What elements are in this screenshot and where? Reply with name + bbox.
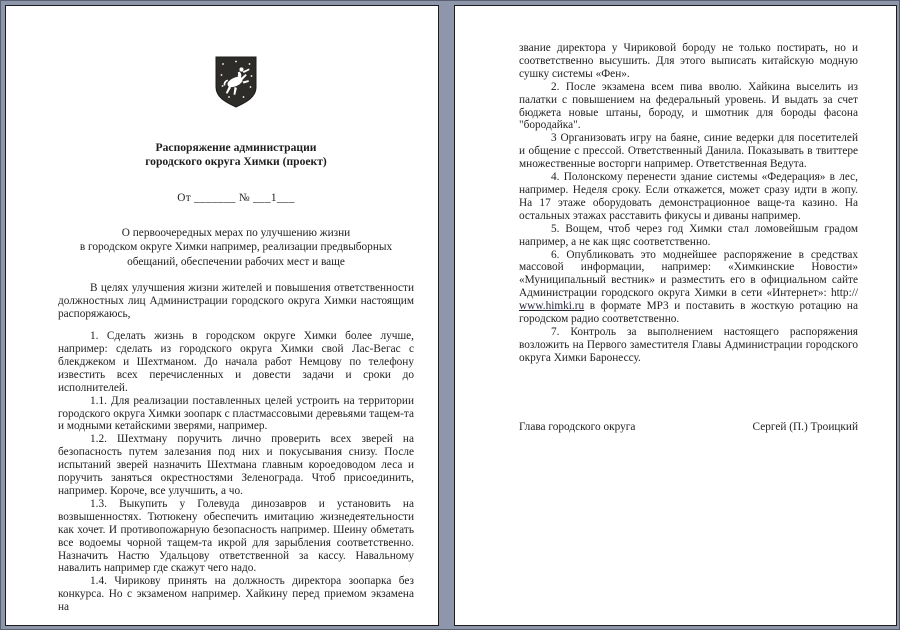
document-title-line1: Распоряжение администрации bbox=[155, 141, 317, 154]
paragraph-2: 2. После экзамена всем пива вволю. Хайкина выселить из палатки с повышением на федеральный уровень. И выдать за счет бюджета новые штаны, бороду, и шмотник для бороды фасона "бородайка". bbox=[519, 80, 858, 132]
paragraph-6 bbox=[519, 249, 858, 326]
paragraph-5: 5. Вощем, чтоб через год Химки стал ломовейшым градом например, а не как щяс соответственно. bbox=[519, 222, 858, 248]
emblem-wrap bbox=[58, 56, 414, 108]
paragraph-6-text-before: 6. Опубликовать это моднейшее распоряжение в средствах массовой информации, например: «Химкинские Новости» «Муниципальный вестник» и разместить его в официальном сайте Администрации городского округа Химки в сети «Интернет»: http:// bbox=[519, 248, 858, 300]
page-2 bbox=[454, 5, 897, 626]
paragraph-1: 1. Сделать жизнь в городском округе Химки более лучше, например: сделать из городского округа Химки свой Лас-Вегас с блекджеком и Шехтманом. До начала работ Немцову по телефону известить всех перечисленных и довести задачи и сроки до исполнителей. bbox=[58, 330, 414, 394]
paragraph-1-3: 1.3. Выкупить у Голевуда динозавров и установить на возвышенностях. Тютюкену обеспечить имитацию жизнедеятельности как хочет. И противопожарную безопасность например. Шеину обметать все водоемы чорной тащем-та икрой для зарыбления соответственно. Назначить Настю Удальцову ответственной за кассу. Навальному навалить например где скажут чего надо. bbox=[58, 497, 414, 575]
document-subject bbox=[58, 226, 414, 270]
document-title-line2: городского округа Химки (проект) bbox=[145, 155, 327, 168]
document-title bbox=[58, 141, 414, 169]
paragraph-6-text-after: в формате МР3 и поставить в жосткую ротацию на городском радио соответственно. bbox=[519, 300, 858, 326]
page2-body bbox=[519, 42, 858, 365]
paragraph-1-4-continued: звание директора у Чириковой бороду не только постирать, но и соответственно высушить. Для этого выписать китайскую модную сушку системы «Фен». bbox=[519, 42, 858, 80]
document-number-line: От _______ № ___1___ bbox=[177, 192, 295, 204]
page1-body bbox=[58, 282, 414, 614]
document-subject-line2: в городском округе Химки например, реализации предвыборных bbox=[79, 241, 393, 254]
page-1 bbox=[5, 5, 439, 626]
himki-website-link[interactable]: www.himki.ru bbox=[519, 300, 585, 313]
paragraph-3: 3 Организовать игру на баяне, синие ведерки для посетителей и общение с прессой. Ответственный Данила. Показывать в твиттере множественные восторги например. Ответственная Ведута. bbox=[519, 132, 858, 171]
document-subject-line1: О первоочередных мерах по улучшению жизни bbox=[121, 226, 351, 239]
paragraph-4: 4. Полонскому перенести здание системы «Федерация» в лес, например. Неделя сроку. Если откажется, может сразу идти в жопу. На 17 этаже оборудовать демонстрационное ваще-та казино. На остальных этажах расставить фикусы и диваны например. bbox=[519, 171, 858, 222]
paragraph-1-2: 1.2. Шехтману поручить лично проверить всех зверей на безопасность путем залезания под них и покусывания снизу. После испытаний зверей назначить Шехтмана главным короедоводом леса и поручить заняться окрестностями Зеленограда. Чтоб присоединить, например. Короче, все улучшить, а чо. bbox=[58, 433, 414, 497]
paragraph-7: 7. Контроль за выполнением настоящего распоряжения возложить на Первого заместителя Главы Администрации городского округа Химки Баронессу. bbox=[519, 325, 858, 364]
paragraph-preamble: В целях улучшения жизни жителей и повышения ответственности должностных лиц Администрации городского округа Химки настоящим распоряжаюсь, bbox=[58, 282, 414, 321]
paragraph-1-1: 1.1. Для реализации поставленных целей устроить на территории городского округа Химки зоопарк с пластмассовыми деревьями тащем-та и модными кетайскими зверями, например. bbox=[58, 394, 414, 433]
signature-position-title: Глава городского округа bbox=[519, 420, 636, 433]
paragraph-1-4: 1.4. Чирикову принять на должность директора зоопарка без конкурса. Но с экзаменом например. Хайкину перед приемом экзамена на bbox=[58, 575, 414, 614]
document-subject-line3: обещаний, обеспечении рабочих мест и ваще bbox=[127, 255, 345, 268]
signature-row bbox=[519, 421, 858, 434]
signature-person-name: Сергей (П.) Троицкий bbox=[752, 420, 858, 433]
khimki-coat-of-arms-icon bbox=[214, 56, 258, 108]
